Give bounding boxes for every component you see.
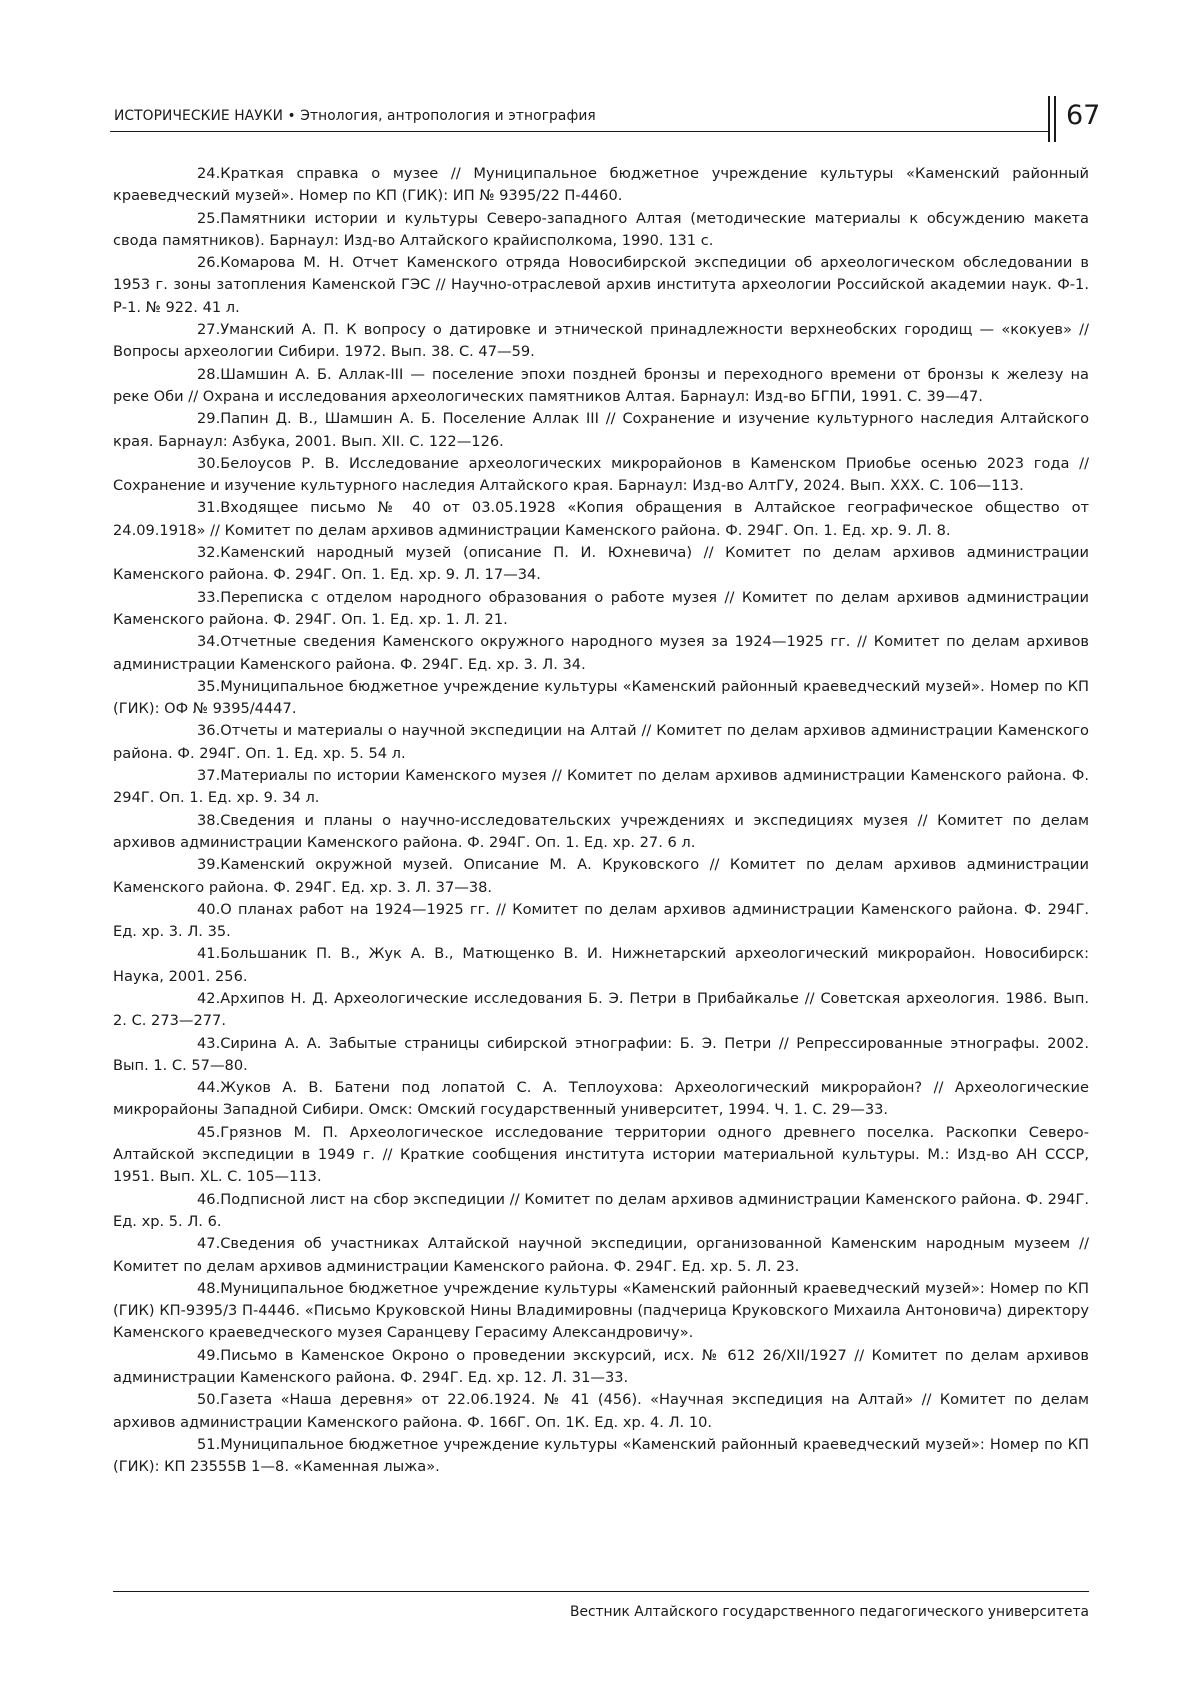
reference-text: Грязнов М. П. Археологическое исследование территории одного древнего поселка. Раскопки Северо-Алтайской экспедиции в 1949 г. // Краткие сообщения института истории материальной культуры. М.: Изд-во АН СССР, 1951. Вып. XL. С. 105—113. [113, 1123, 1089, 1186]
reference-text: Письмо в Каменское Окроно о проведении экскурсий, исх. № 612 26/XII/1927 // Комитет по делам архивов администрации Каменского района. Ф. 294Г. Ед. хр. 12. Л. 31—33. [113, 1346, 1089, 1387]
reference-number: 31. [197, 499, 221, 517]
reference-text: Входящее письмо № 40 от 03.05.1928 «Копия обращения в Алтайское географическое общество от 24.09.1918» // Комитет по делам архивов администрации Каменского района. Ф. 294Г. Оп. 1. Ед. хр. 9. Л. 8. [113, 499, 1089, 539]
header-vertical-bar [1054, 96, 1056, 142]
reference-number: 45. [197, 1123, 221, 1141]
reference-number: 43. [197, 1034, 221, 1052]
reference-number: 40. [197, 900, 221, 918]
reference-item [113, 1434, 1089, 1479]
reference-number: 29. [197, 410, 221, 428]
reference-number: 42. [197, 989, 221, 1007]
reference-number: 49. [197, 1346, 221, 1364]
reference-item [113, 587, 1089, 632]
reference-number: 37. [197, 767, 221, 785]
header-rule [110, 131, 1048, 132]
reference-text: Сведения и планы о научно-исследовательских учреждениях и экспедициях музея // Комитет по делам архивов администрации Каменского района. Ф. 294Г. Оп. 1. Ед. хр. 27. 6 л. [113, 811, 1089, 851]
reference-text: Памятники истории и культуры Северо-западного Алтая (методические материалы к обсуждению макета свода памятников). Барнаул: Изд-во Алтайского крайисполкома, 1990. 131 с. [113, 209, 1089, 249]
reference-item [113, 1033, 1089, 1078]
reference-number: 27. [197, 321, 221, 339]
reference-number: 34. [197, 633, 221, 651]
reference-item [113, 810, 1089, 855]
reference-text: Муниципальное бюджетное учреждение культуры «Каменский районный краеведческий музей». Номер по КП (ГИК): ОФ № 9395/4447. [113, 677, 1089, 718]
reference-item [113, 453, 1089, 498]
reference-number: 44. [197, 1079, 221, 1097]
reference-text: Подписной лист на сбор экспедиции // Комитет по делам архивов администрации Каменского района. Ф. 294Г. Ед. хр. 5. Л. 6. [113, 1190, 1089, 1230]
footer-rule [113, 1591, 1089, 1592]
reference-text: Краткая справка о музее // Муниципальное бюджетное учреждение культуры «Каменский районный краеведческий музей». Номер по КП (ГИК): ИП № 9395/22 П-4460. [113, 165, 1089, 205]
reference-text: Уманский А. П. К вопросу о датировке и этнической принадлежности верхнеобских городищ — «кокуев» // Вопросы археологии Сибири. 1972. Вып. 38. С. 47—59. [113, 321, 1089, 361]
reference-text: Комарова М. Н. Отчет Каменского отряда Новосибирской экспедиции об археологическом обследовании в 1953 г. зоны затопления Каменской ГЭС // Научно-отраслевой архив института археологии Российской академии наук. Ф-1. Р-1. № 922. 41 л. [113, 254, 1089, 316]
reference-item [113, 765, 1089, 810]
reference-item [113, 631, 1089, 676]
reference-text: Переписка с отделом народного образования о работе музея // Комитет по делам архивов администрации Каменского района. Ф. 294Г. Оп. 1. Ед. хр. 1. Л. 21. [113, 588, 1089, 628]
reference-item [113, 1077, 1089, 1122]
reference-item [113, 854, 1089, 899]
running-header [110, 96, 1101, 142]
reference-item [113, 1345, 1089, 1390]
reference-text: О планах работ на 1924—1925 гг. // Комитет по делам архивов администрации Каменского района. Ф. 294Г. Ед. хр. 3. Л. 35. [113, 900, 1089, 941]
reference-number: 24. [197, 165, 221, 182]
reference-number: 33. [197, 588, 221, 606]
reference-text: Отчеты и материалы о научной экспедиции на Алтай // Комитет по делам архивов администрации Каменского района. Ф. 294Г. Оп. 1. Ед. хр. 5. 54 л. [113, 722, 1089, 762]
reference-item [113, 163, 1089, 208]
reference-item [113, 319, 1089, 364]
reference-number: 50. [197, 1391, 221, 1409]
page-number: 67 [1066, 100, 1101, 131]
reference-item [113, 988, 1089, 1033]
reference-text: Шамшин А. Б. Аллак-III — поселение эпохи поздней бронзы и переходного времени от бронзы к железу на реке Оби // Охрана и исследования археологических памятников Алтая. Барнаул: Изд-во БГПИ, 1991. С. 39—47. [113, 365, 1089, 405]
reference-item [113, 1122, 1089, 1189]
reference-number: 51. [197, 1435, 221, 1453]
reference-number: 30. [197, 454, 221, 472]
reference-list [113, 163, 1089, 1479]
reference-item [113, 1389, 1089, 1434]
reference-item [113, 252, 1089, 319]
reference-item [113, 1189, 1089, 1234]
reference-item [113, 1278, 1089, 1345]
reference-number: 48. [197, 1279, 221, 1297]
reference-text: Каменский окружной музей. Описание М. А. Круковского // Комитет по делам архивов администрации Каменского района. Ф. 294Г. Ед. хр. 3. Л. 37—38. [113, 856, 1089, 896]
reference-item [113, 497, 1089, 542]
reference-text: Каменский народный музей (описание П. И. Юхневича) // Комитет по делам архивов администрации Каменского района. Ф. 294Г. Оп. 1. Ед. хр. 9. Л. 17—34. [113, 544, 1089, 584]
reference-text: Муниципальное бюджетное учреждение культуры «Каменский районный краеведческий музей»: Номер по КП (ГИК): КП 23555В 1—8. «Каменная лыжа». [113, 1435, 1089, 1476]
reference-number: 38. [197, 811, 221, 829]
reference-text: Сирина А. А. Забытые страницы сибирской этнографии: Б. Э. Петри // Репрессированные этнографы. 2002. Вып. 1. С. 57—80. [113, 1034, 1089, 1074]
reference-number: 25. [197, 209, 221, 227]
reference-item [113, 208, 1089, 253]
reference-text: Сведения об участниках Алтайской научной экспедиции, организованной Каменским народным музеем // Комитет по делам архивов администрации Каменского района. Ф. 294Г. Ед. хр. 5. Л. 23. [113, 1235, 1089, 1275]
reference-number: 35. [197, 677, 221, 695]
reference-number: 36. [197, 722, 221, 740]
section-title: ИСТОРИЧЕСКИЕ НАУКИ • Этнология, антропология и этнография [114, 108, 596, 124]
reference-number: 32. [197, 544, 221, 562]
reference-item [113, 899, 1089, 944]
reference-item [113, 676, 1089, 721]
reference-text: Жуков А. В. Батени под лопатой С. А. Теплоухова: Археологический микрорайон? // Археологические микрорайоны Западной Сибири. Омск: Омский государственный университет, 1994. Ч. 1. С. 29—33. [113, 1079, 1089, 1119]
reference-text: Муниципальное бюджетное учреждение культуры «Каменский районный краеведческий музей»: Номер по КП (ГИК) КП-9395/3 П-4446. «Письмо Круковской Нины Владимировны (падчерица Круковского Михаила Антоновича) директору Каменского краеведческого музея Саранцеву Герасиму Александровичу». [113, 1279, 1089, 1342]
reference-number: 41. [197, 945, 221, 963]
reference-number: 28. [197, 365, 221, 383]
reference-item [113, 1233, 1089, 1278]
reference-number: 26. [197, 254, 221, 272]
reference-number: 47. [197, 1235, 221, 1253]
reference-text: Папин Д. В., Шамшин А. Б. Поселение Аллак III // Сохранение и изучение культурного наследия Алтайского края. Барнаул: Азбука, 2001. Вып. XII. С. 122—126. [113, 410, 1089, 450]
journal-title: Вестник Алтайского государственного педагогического университета [569, 1604, 1089, 1620]
reference-number: 46. [197, 1190, 221, 1208]
reference-text: Материалы по истории Каменского музея // Комитет по делам архивов администрации Каменского района. Ф. 294Г. Оп. 1. Ед. хр. 9. 34 л. [113, 767, 1089, 807]
reference-text: Отчетные сведения Каменского окружного народного музея за 1924—1925 гг. // Комитет по делам архивов администрации Каменского района. Ф. 294Г. Ед. хр. 3. Л. 34. [113, 633, 1089, 673]
header-vertical-bar [1048, 96, 1050, 142]
reference-text: Белоусов Р. В. Исследование археологических микрорайонов в Каменском Приобье осенью 2023 года // Сохранение и изучение культурного наследия Алтайского края. Барнаул: Изд-во АлтГУ, 2024. Вып. XXX. С. 106—113. [113, 454, 1089, 495]
reference-item [113, 364, 1089, 409]
reference-item [113, 408, 1089, 453]
reference-text: Архипов Н. Д. Археологические исследования Б. Э. Петри в Прибайкалье // Советская археология. 1986. Вып. 2. С. 273—277. [113, 989, 1089, 1030]
reference-number: 39. [197, 856, 221, 874]
reference-item [113, 720, 1089, 765]
reference-text: Большаник П. В., Жук А. В., Матющенко В. И. Нижнетарский археологический микрорайон. Новосибирск: Наука, 2001. 256. [113, 945, 1089, 985]
reference-text: Газета «Наша деревня» от 22.06.1924. № 41 (456). «Научная экспедиция на Алтай» // Комитет по делам архивов администрации Каменского района. Ф. 166Г. Оп. 1К. Ед. хр. 4. Л. 10. [113, 1391, 1089, 1431]
reference-item [113, 943, 1089, 988]
reference-item [113, 542, 1089, 587]
